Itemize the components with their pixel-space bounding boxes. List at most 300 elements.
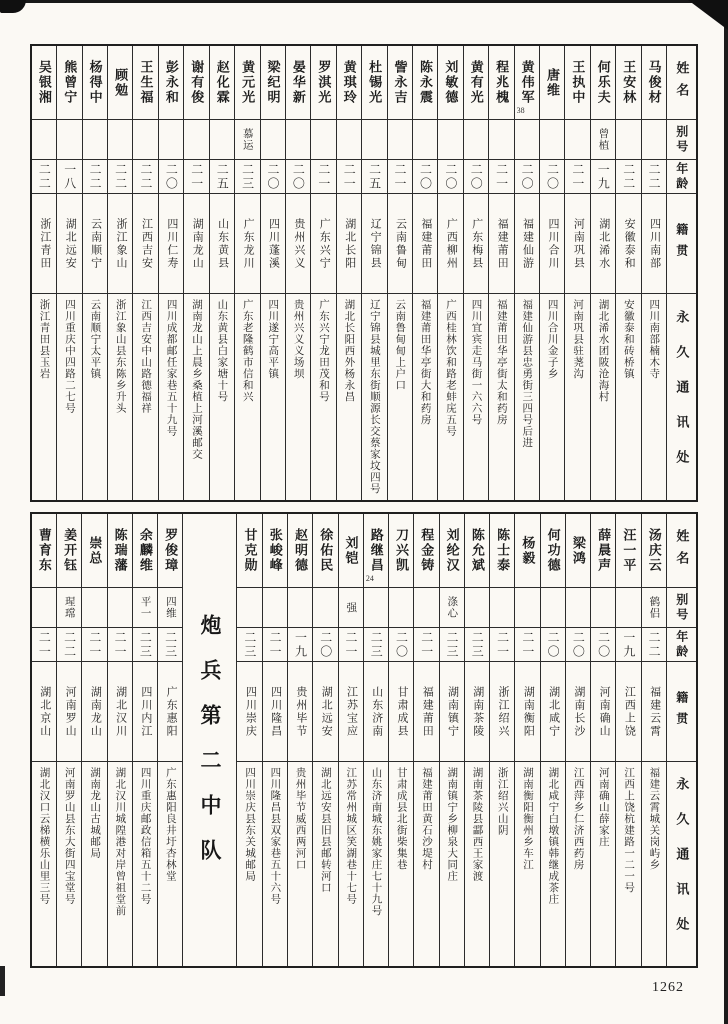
person-age: 二一 bbox=[570, 162, 585, 191]
person-address: 四川合川金子乡 bbox=[546, 299, 558, 380]
person-alias: 平一 bbox=[139, 596, 151, 619]
person-name: 罗淇光 bbox=[316, 60, 332, 105]
person-origin: 浙江青田 bbox=[38, 217, 51, 270]
person-address-cell bbox=[108, 762, 132, 966]
person-origin: 河南罗山 bbox=[64, 685, 77, 738]
person-name: 谢有俊 bbox=[189, 60, 205, 105]
person-note: 24 bbox=[365, 574, 374, 583]
person-address: 江西萍乡仁济西药房 bbox=[572, 767, 584, 871]
person-age: 二一 bbox=[494, 162, 509, 191]
person-origin-cell bbox=[413, 194, 437, 294]
person-address: 四川崇庆县东关城邮局 bbox=[244, 767, 256, 882]
person-name-cell bbox=[440, 514, 464, 588]
person-column bbox=[590, 46, 615, 500]
person-name-cell bbox=[541, 514, 565, 588]
person-address-cell bbox=[541, 762, 565, 966]
person-name: 何乐夫 bbox=[595, 60, 611, 105]
person-address: 山东济南城东姚家庄七十九号 bbox=[370, 767, 382, 917]
person-origin-cell bbox=[591, 662, 615, 762]
person-name-cell bbox=[159, 46, 183, 120]
person-age-cell bbox=[388, 160, 412, 194]
person-age-cell bbox=[515, 628, 539, 662]
person-column bbox=[107, 514, 132, 966]
person-origin-cell bbox=[108, 194, 132, 294]
header-alias-label: 别号 bbox=[674, 592, 689, 623]
header-origin-cell bbox=[667, 662, 696, 762]
person-address-cell bbox=[364, 762, 388, 966]
person-address-cell bbox=[288, 762, 312, 966]
person-name: 刘铠 bbox=[343, 535, 359, 566]
person-column bbox=[437, 46, 462, 500]
person-origin-cell bbox=[616, 194, 640, 294]
person-address-cell bbox=[313, 762, 337, 966]
person-origin-cell bbox=[414, 662, 438, 762]
person-alias-cell bbox=[642, 120, 666, 160]
person-age-cell bbox=[108, 628, 132, 662]
person-column bbox=[287, 514, 312, 966]
person-alias-cell bbox=[32, 120, 56, 160]
header-age-cell bbox=[667, 160, 696, 194]
person-address-cell bbox=[159, 294, 183, 500]
person-address: 河南确山薛家庄 bbox=[597, 767, 609, 848]
person-column bbox=[338, 514, 363, 966]
person-origin-cell bbox=[237, 662, 261, 762]
person-address-cell bbox=[565, 294, 589, 500]
person-origin: 四川合川 bbox=[546, 217, 559, 270]
person-address-cell bbox=[362, 294, 386, 500]
person-alias-cell bbox=[440, 588, 464, 628]
person-name: 彭永和 bbox=[163, 60, 179, 105]
person-origin: 福建莆田 bbox=[421, 685, 434, 738]
person-name: 路继昌 bbox=[368, 528, 384, 573]
person-age: 一九 bbox=[293, 630, 308, 659]
person-origin: 江西吉安 bbox=[140, 217, 153, 270]
person-age: 二三 bbox=[470, 630, 485, 659]
person-address-cell bbox=[311, 294, 335, 500]
person-column bbox=[310, 46, 335, 500]
person-name: 王执中 bbox=[570, 60, 586, 105]
person-age: 二〇 bbox=[469, 162, 484, 191]
person-alias-cell bbox=[337, 120, 361, 160]
person-name-cell bbox=[362, 46, 386, 120]
person-name-cell bbox=[591, 514, 615, 588]
person-alias-cell bbox=[133, 588, 157, 628]
person-address: 甘肃成县北街柴集巷 bbox=[395, 767, 407, 871]
person-name: 罗俊璋 bbox=[163, 528, 179, 573]
section-artillery-second-company bbox=[182, 514, 236, 966]
person-age: 二〇 bbox=[394, 630, 409, 659]
person-age-cell bbox=[565, 160, 589, 194]
person-address: 山东黄县白家塘十号 bbox=[216, 299, 228, 403]
person-name-cell bbox=[389, 514, 413, 588]
person-origin-cell bbox=[32, 194, 56, 294]
person-age: 二一 bbox=[520, 630, 535, 659]
person-column bbox=[514, 514, 539, 966]
person-origin-cell bbox=[616, 662, 640, 762]
person-name: 黄伟军 bbox=[519, 60, 535, 105]
person-address-cell bbox=[32, 762, 56, 966]
person-address-cell bbox=[158, 762, 182, 966]
person-name: 崇总 bbox=[87, 535, 103, 566]
person-address-cell bbox=[591, 294, 615, 500]
person-origin-cell bbox=[566, 662, 590, 762]
person-origin: 广东惠阳 bbox=[165, 685, 178, 738]
person-age-cell bbox=[184, 160, 208, 194]
person-name-cell bbox=[642, 46, 666, 120]
person-age-cell bbox=[313, 628, 337, 662]
person-age: 二〇 bbox=[546, 630, 561, 659]
person-origin-cell bbox=[313, 662, 337, 762]
person-address: 贵州兴义义场坝 bbox=[292, 299, 304, 380]
person-column bbox=[540, 514, 565, 966]
person-address: 湖北远安县旧县邮转河口 bbox=[319, 767, 331, 894]
person-name-cell bbox=[465, 514, 489, 588]
person-name: 黄琪玲 bbox=[341, 60, 357, 105]
person-alias-cell bbox=[158, 588, 182, 628]
person-origin: 湖南长沙 bbox=[572, 685, 585, 738]
person-name: 王生福 bbox=[138, 60, 154, 105]
person-alias-cell bbox=[159, 120, 183, 160]
person-age: 二三 bbox=[369, 630, 384, 659]
person-name-cell bbox=[57, 514, 81, 588]
person-age: 二〇 bbox=[291, 162, 306, 191]
person-column bbox=[260, 46, 285, 500]
person-address-cell bbox=[286, 294, 310, 500]
person-age-cell bbox=[362, 160, 386, 194]
person-name: 熊曾宁 bbox=[62, 60, 78, 105]
person-alias-cell bbox=[489, 120, 513, 160]
person-alias-cell bbox=[286, 120, 310, 160]
person-address-cell bbox=[133, 762, 157, 966]
person-alias-cell bbox=[566, 588, 590, 628]
person-age-cell bbox=[57, 160, 81, 194]
person-address: 贵州毕节威西两河口 bbox=[294, 767, 306, 871]
person-alias-cell bbox=[108, 120, 132, 160]
person-alias-cell bbox=[313, 588, 337, 628]
person-age: 二〇 bbox=[164, 162, 179, 191]
person-age-cell bbox=[263, 628, 287, 662]
person-origin: 河南巩县 bbox=[572, 217, 585, 270]
person-origin-cell bbox=[235, 194, 259, 294]
person-alias: 四维 bbox=[164, 596, 176, 619]
person-name: 陈士泰 bbox=[495, 528, 511, 573]
person-origin-cell bbox=[32, 662, 56, 762]
person-age: 二一 bbox=[495, 630, 510, 659]
person-age: 二三 bbox=[138, 630, 153, 659]
person-alias-cell bbox=[210, 120, 234, 160]
person-age: 二一 bbox=[419, 630, 434, 659]
person-age: 二二 bbox=[37, 162, 52, 191]
person-name: 姜开钰 bbox=[62, 528, 78, 573]
person-age: 二一 bbox=[342, 162, 357, 191]
person-name-cell bbox=[32, 514, 56, 588]
person-origin-cell bbox=[389, 662, 413, 762]
person-address: 福建云霄城关岗屿乡 bbox=[648, 767, 660, 871]
person-column bbox=[361, 46, 386, 500]
person-age-cell bbox=[235, 160, 259, 194]
person-origin: 福建仙游 bbox=[521, 217, 534, 270]
person-age-cell bbox=[464, 160, 488, 194]
person-address: 安徽泰和砖桥镇 bbox=[622, 299, 634, 380]
person-origin-cell bbox=[388, 194, 412, 294]
person-address-cell bbox=[184, 294, 208, 500]
person-address-cell bbox=[108, 294, 132, 500]
person-origin: 湖北汉川 bbox=[114, 685, 127, 738]
person-origin-cell bbox=[440, 662, 464, 762]
person-column bbox=[158, 46, 183, 500]
person-alias-cell bbox=[263, 588, 287, 628]
person-age-cell bbox=[210, 160, 234, 194]
person-address: 江西上饶杭建路一二一号 bbox=[623, 767, 635, 894]
person-address: 福建莆田华亭街太和药房 bbox=[495, 299, 507, 426]
person-address-cell bbox=[464, 294, 488, 500]
person-address-cell bbox=[616, 762, 640, 966]
person-column bbox=[363, 514, 388, 966]
person-age: 二二 bbox=[621, 162, 636, 191]
person-name-cell bbox=[133, 46, 157, 120]
person-age-cell bbox=[133, 160, 157, 194]
person-origin-cell bbox=[288, 662, 312, 762]
person-age-cell bbox=[364, 628, 388, 662]
person-origin: 广东龙川 bbox=[242, 217, 255, 270]
person-origin: 湖北远安 bbox=[320, 685, 333, 738]
person-age-cell bbox=[616, 160, 640, 194]
person-address: 湖北咸宁白墩镇韩继成茶庄 bbox=[547, 767, 559, 905]
person-address-cell bbox=[440, 762, 464, 966]
person-address: 浙江青田县玉岩 bbox=[38, 299, 50, 380]
person-column bbox=[488, 46, 513, 500]
person-address-cell bbox=[57, 762, 81, 966]
person-age-cell bbox=[490, 628, 514, 662]
header-address-label: 永久通讯处 bbox=[674, 776, 690, 952]
header-name-cell bbox=[667, 46, 696, 120]
person-age: 二一 bbox=[189, 162, 204, 191]
person-address: 福建莆田华亭街大和药房 bbox=[419, 299, 431, 426]
person-column bbox=[236, 514, 261, 966]
person-address-cell bbox=[337, 294, 361, 500]
person-column bbox=[641, 46, 666, 500]
person-address-cell bbox=[263, 762, 287, 966]
person-name-cell bbox=[490, 514, 514, 588]
header-age-label: 年龄 bbox=[674, 629, 689, 660]
person-address-cell bbox=[438, 294, 462, 500]
person-origin-cell bbox=[541, 662, 565, 762]
header-address-cell bbox=[667, 294, 696, 500]
person-alias-cell bbox=[388, 120, 412, 160]
person-address: 辽宁锦县城里东街顺源长交蔡家坟四号 bbox=[368, 299, 380, 495]
person-age-cell bbox=[159, 160, 183, 194]
person-origin: 湖南镇宁 bbox=[446, 685, 459, 738]
person-name: 薛晨声 bbox=[596, 528, 612, 573]
person-name-cell bbox=[489, 46, 513, 120]
person-address: 湖北汉川城隍港对岸曾祖堂前 bbox=[114, 767, 126, 917]
person-origin: 湖南茶陵 bbox=[471, 685, 484, 738]
person-age: 二二 bbox=[647, 162, 662, 191]
person-origin: 广东梅县 bbox=[470, 217, 483, 270]
person-address: 湖南龙山上晨乡桑植上河溪邮交 bbox=[190, 299, 202, 460]
person-name-cell bbox=[337, 46, 361, 120]
person-age-cell bbox=[158, 628, 182, 662]
person-origin: 湖南龙山 bbox=[191, 217, 204, 270]
person-alias: 曾植 bbox=[597, 128, 609, 151]
person-origin: 山东济南 bbox=[370, 685, 383, 738]
person-address-cell bbox=[413, 294, 437, 500]
person-age-cell bbox=[489, 160, 513, 194]
person-origin: 四川南部 bbox=[648, 217, 661, 270]
person-column bbox=[539, 46, 564, 500]
person-note: 38 bbox=[516, 106, 525, 115]
person-column bbox=[336, 46, 361, 500]
person-alias-cell bbox=[339, 588, 363, 628]
header-alias-cell bbox=[667, 588, 696, 628]
person-name: 梁鸿 bbox=[570, 535, 586, 566]
roster-table-top bbox=[30, 44, 698, 502]
person-origin-cell bbox=[263, 662, 287, 762]
person-address-cell bbox=[489, 294, 513, 500]
table-header-column bbox=[666, 514, 696, 966]
person-origin: 浙江象山 bbox=[115, 217, 128, 270]
header-age-cell bbox=[667, 628, 696, 662]
person-name-cell bbox=[261, 46, 285, 120]
person-age: 二五 bbox=[215, 162, 230, 191]
person-address-cell bbox=[515, 762, 539, 966]
person-age: 二〇 bbox=[520, 162, 535, 191]
person-address-cell bbox=[389, 762, 413, 966]
person-name: 赵明德 bbox=[292, 528, 308, 573]
person-column bbox=[388, 514, 413, 966]
person-age-cell bbox=[591, 628, 615, 662]
person-name-cell bbox=[57, 46, 81, 120]
person-origin: 福建莆田 bbox=[496, 217, 509, 270]
person-name: 刘敏德 bbox=[443, 60, 459, 105]
person-address: 湖南镇宁乡柳泉大同庄 bbox=[446, 767, 458, 882]
person-origin: 四川内江 bbox=[139, 685, 152, 738]
person-age: 二〇 bbox=[443, 162, 458, 191]
person-address-cell bbox=[57, 294, 81, 500]
person-origin: 湖南衡阳 bbox=[522, 685, 535, 738]
person-origin: 云南鲁甸 bbox=[394, 217, 407, 270]
person-name-cell bbox=[108, 514, 132, 588]
person-address-cell bbox=[133, 294, 157, 500]
header-origin-label: 籍贯 bbox=[674, 690, 689, 733]
person-alias-cell bbox=[540, 120, 564, 160]
person-column bbox=[183, 46, 208, 500]
person-age-cell bbox=[438, 160, 462, 194]
person-origin-cell bbox=[261, 194, 285, 294]
person-name: 汪一平 bbox=[621, 528, 637, 573]
person-name: 黄有光 bbox=[468, 60, 484, 105]
person-address-cell bbox=[566, 762, 590, 966]
person-name-cell bbox=[616, 514, 640, 588]
person-name: 陈瑞藩 bbox=[112, 528, 128, 573]
person-address: 广东老隆鹤市信和兴 bbox=[241, 299, 253, 403]
person-name: 吴银湘 bbox=[36, 60, 52, 105]
person-column bbox=[107, 46, 132, 500]
person-age-cell bbox=[642, 628, 666, 662]
person-age: 二二 bbox=[88, 162, 103, 191]
scan-artifact-top-right bbox=[688, 0, 728, 30]
person-name-cell bbox=[133, 514, 157, 588]
person-alias-cell bbox=[184, 120, 208, 160]
person-origin: 广东兴宁 bbox=[318, 217, 331, 270]
header-age-label: 年龄 bbox=[674, 161, 689, 192]
person-name: 刘纶汉 bbox=[444, 528, 460, 573]
person-age: 二三 bbox=[445, 630, 460, 659]
person-address: 四川成都邮任家巷五十九号 bbox=[165, 299, 177, 437]
scan-artifact-bottom-left bbox=[0, 966, 5, 996]
header-origin-cell bbox=[667, 194, 696, 294]
person-column bbox=[615, 46, 640, 500]
person-alias-cell bbox=[235, 120, 259, 160]
person-column bbox=[387, 46, 412, 500]
person-origin: 四川仁寿 bbox=[165, 217, 178, 270]
person-alias: 鹤侣 bbox=[648, 596, 660, 619]
person-age-cell bbox=[237, 628, 261, 662]
person-column bbox=[81, 514, 106, 966]
person-name: 马俊材 bbox=[646, 60, 662, 105]
person-address: 四川隆昌县双家巷五十六号 bbox=[269, 767, 281, 905]
person-name: 陈允斌 bbox=[469, 528, 485, 573]
person-address: 河南巩县驻荛沟 bbox=[572, 299, 584, 380]
person-address-cell bbox=[388, 294, 412, 500]
header-alias-label: 别号 bbox=[674, 124, 689, 155]
person-column bbox=[641, 514, 666, 966]
person-name: 刀兴凯 bbox=[394, 528, 410, 573]
person-age-cell bbox=[515, 160, 539, 194]
person-origin: 湖北长阳 bbox=[343, 217, 356, 270]
person-name-cell bbox=[388, 46, 412, 120]
person-origin: 四川隆昌 bbox=[269, 685, 282, 738]
person-age: 二〇 bbox=[545, 162, 560, 191]
person-name-cell bbox=[210, 46, 234, 120]
person-age-cell bbox=[389, 628, 413, 662]
person-origin-cell bbox=[438, 194, 462, 294]
person-age-cell bbox=[540, 160, 564, 194]
person-alias: 强 bbox=[345, 601, 357, 614]
person-address: 湖北浠水团陂沧海村 bbox=[597, 299, 609, 403]
page-number: 1262 bbox=[652, 980, 684, 995]
person-address: 广东兴宁龙田茂和号 bbox=[318, 299, 330, 403]
person-age-cell bbox=[311, 160, 335, 194]
person-alias: 瑆瑺 bbox=[63, 596, 75, 619]
person-alias-cell bbox=[108, 588, 132, 628]
person-origin: 湖北咸宁 bbox=[547, 685, 560, 738]
person-column bbox=[564, 46, 589, 500]
person-address-cell bbox=[32, 294, 56, 500]
person-column bbox=[285, 46, 310, 500]
person-age: 二〇 bbox=[596, 630, 611, 659]
person-age-cell bbox=[591, 160, 615, 194]
person-name: 杨毅 bbox=[520, 535, 536, 566]
person-name-cell bbox=[540, 46, 564, 120]
person-alias-cell bbox=[82, 588, 106, 628]
person-name-cell bbox=[339, 514, 363, 588]
person-age: 二三 bbox=[163, 630, 178, 659]
person-origin: 广西柳州 bbox=[445, 217, 458, 270]
person-name: 赵化霖 bbox=[214, 60, 230, 105]
person-origin-cell bbox=[337, 194, 361, 294]
person-origin: 江西上饶 bbox=[623, 685, 636, 738]
person-origin-cell bbox=[642, 662, 666, 762]
person-column bbox=[132, 514, 157, 966]
person-address: 四川重庆邮政信箱五十二号 bbox=[139, 767, 151, 905]
person-column bbox=[590, 514, 615, 966]
person-origin: 贵州兴义 bbox=[292, 217, 305, 270]
person-column bbox=[82, 46, 107, 500]
person-name-cell bbox=[311, 46, 335, 120]
person-column bbox=[514, 46, 539, 500]
person-origin: 湖南龙山 bbox=[89, 685, 102, 738]
